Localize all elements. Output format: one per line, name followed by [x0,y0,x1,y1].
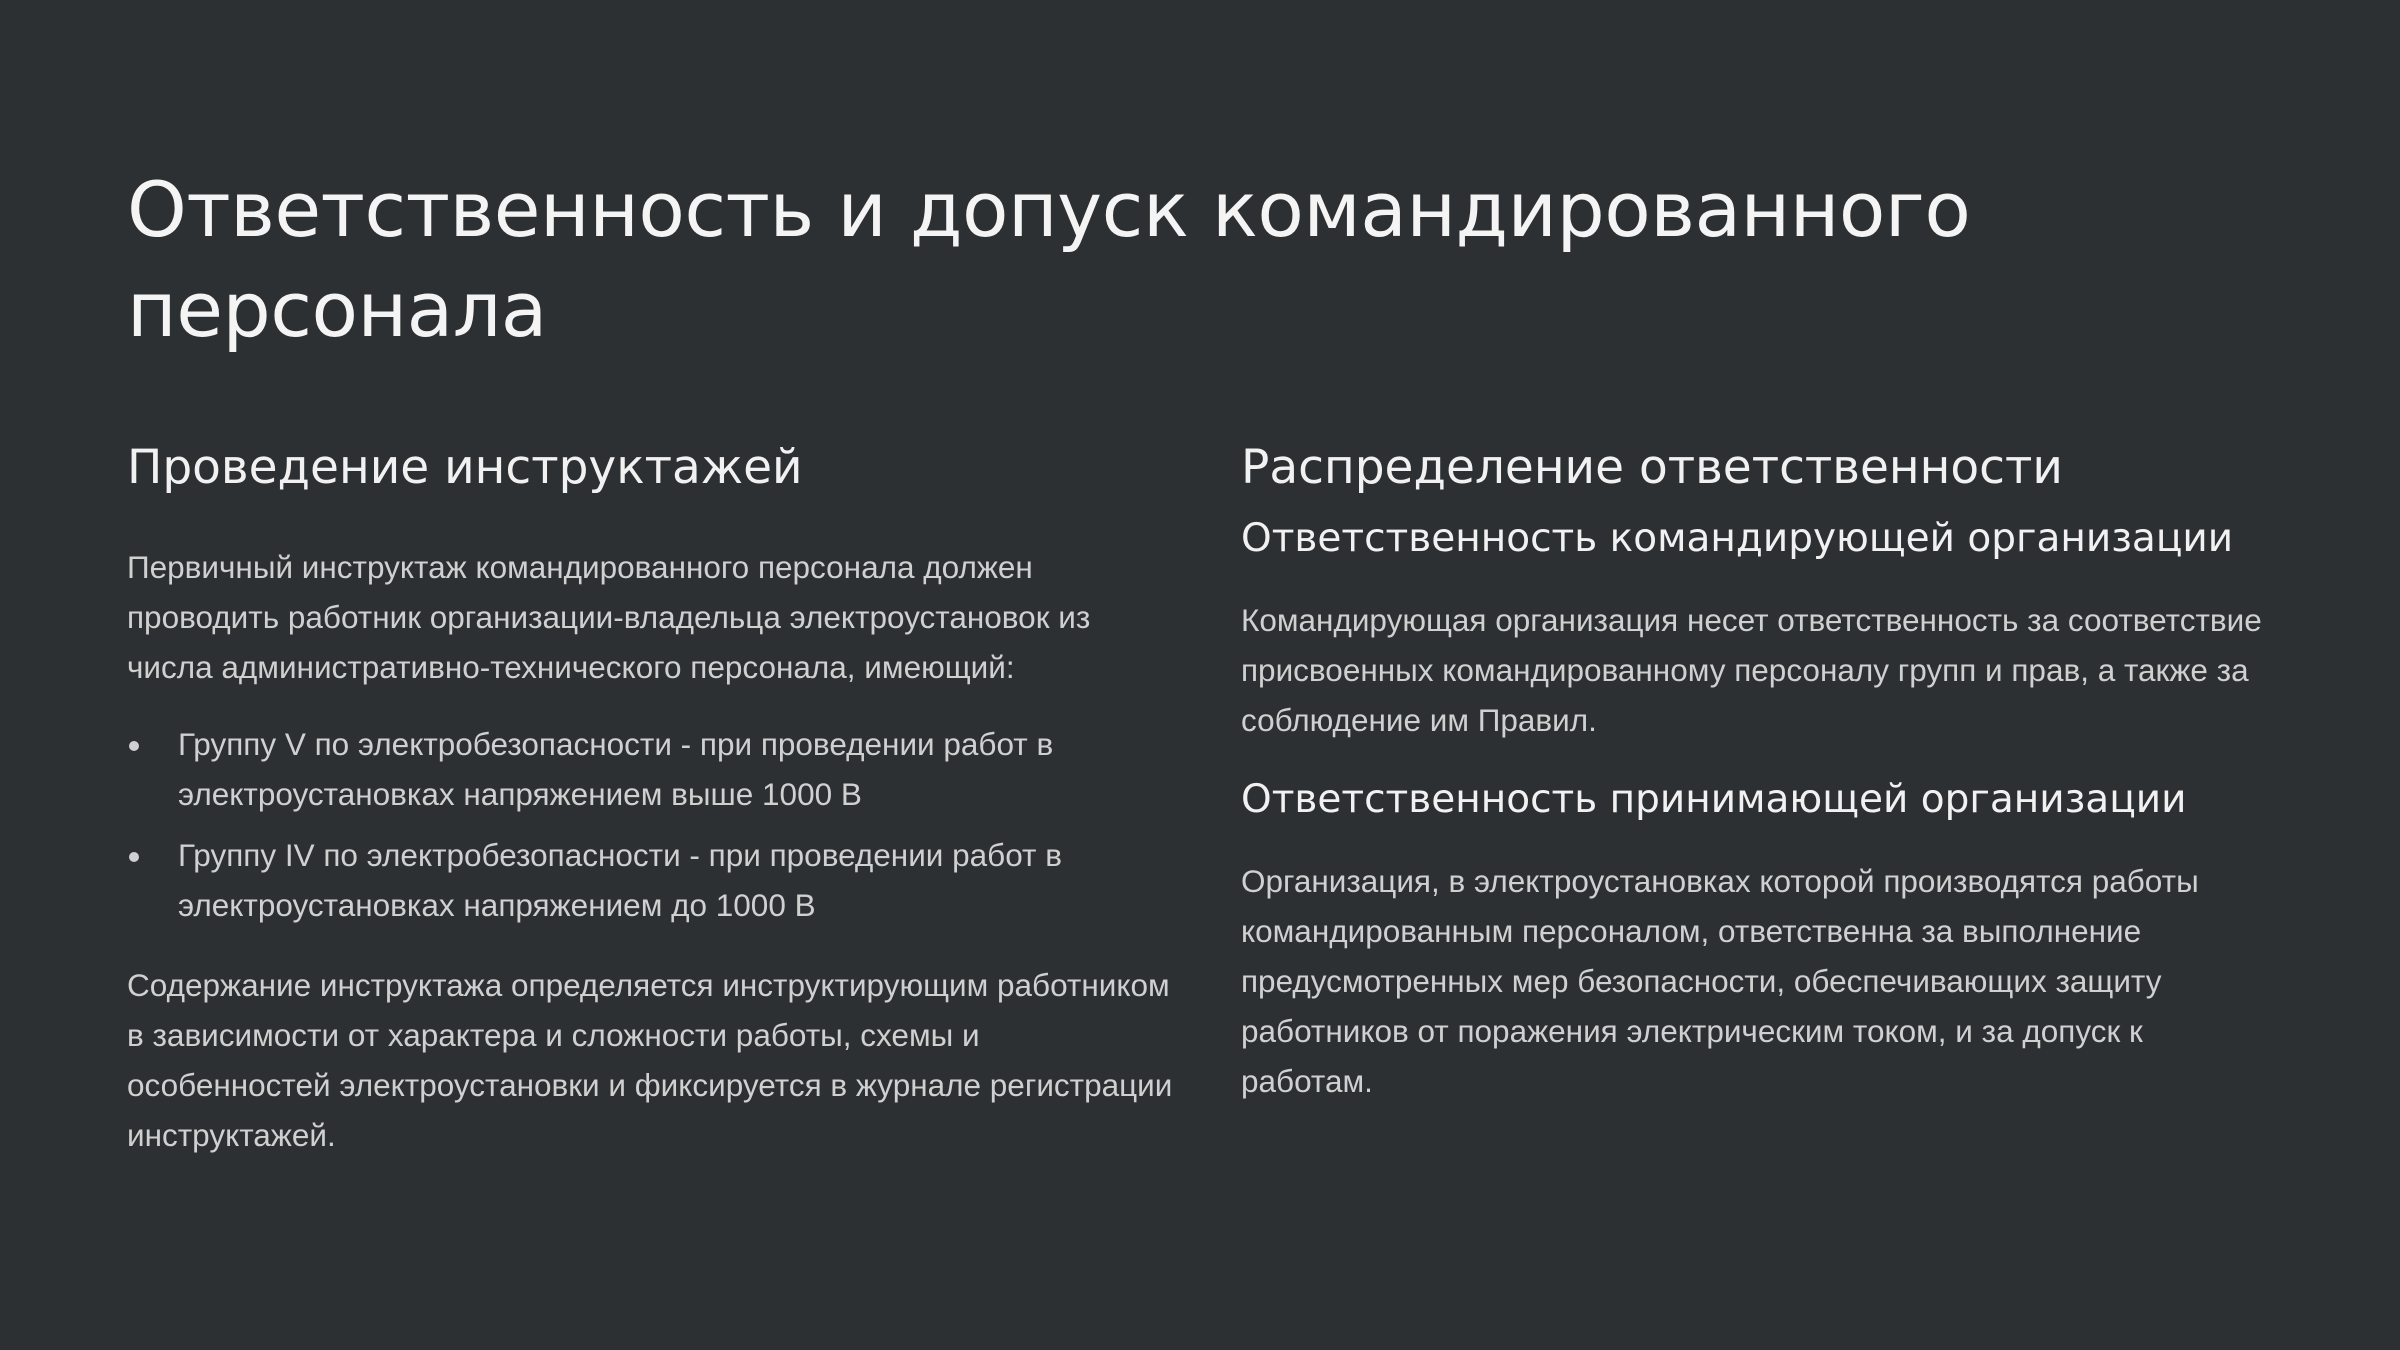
list-item-text: Группу V по электробезопасности - при проведении работ в электроустановках напряжением выше 1000 В [178,726,1054,812]
section-heading-receiving-org: Ответственность принимающей организации [1241,777,2187,822]
list-item [127,830,1177,930]
bullet-icon [129,741,139,751]
section-text-receiving-org: Организация, в электроустановках которой производятся работы командированным персоналом, ответственна за выполнение предусмотренных мер безопасности, обеспечивающих защиту работников от поражения электрическим током, и за допуск к работам. [1241,863,2199,1099]
slide-title: Ответственность и допуск командированного персонала [127,165,1971,354]
left-column-heading: Проведение инструктажей [127,440,803,495]
list-item-text: Группу IV по электробезопасности - при проведении работ в электроустановках напряжением до 1000 В [178,837,1062,923]
left-column [127,432,1177,1187]
left-intro-paragraph: Первичный инструктаж командированного персонала должен проводить работник организации-владельца электроустановок из числа административно-технического персонала, имеющий: [127,549,1091,685]
list-item [127,719,1177,819]
bullet-icon [129,852,139,862]
bullet-list [127,719,1177,930]
right-column-heading: Распределение ответственности [1241,440,2063,495]
section-heading-sending-org: Ответственность командирующей организации [1241,516,2234,561]
slide [127,0,2273,1350]
right-column [1241,432,2281,1130]
left-outro-paragraph: Содержание инструктажа определяется инструктирующим работником в зависимости от характера и сложности работы, схемы и особенностей электроустановки и фиксируется в журнале регистрации инструктажей. [127,967,1173,1153]
section-text-sending-org: Командирующая организация несет ответственность за соответствие присвоенных командированному персоналу групп и прав, а также за соблюдение им Правил. [1241,602,2262,738]
